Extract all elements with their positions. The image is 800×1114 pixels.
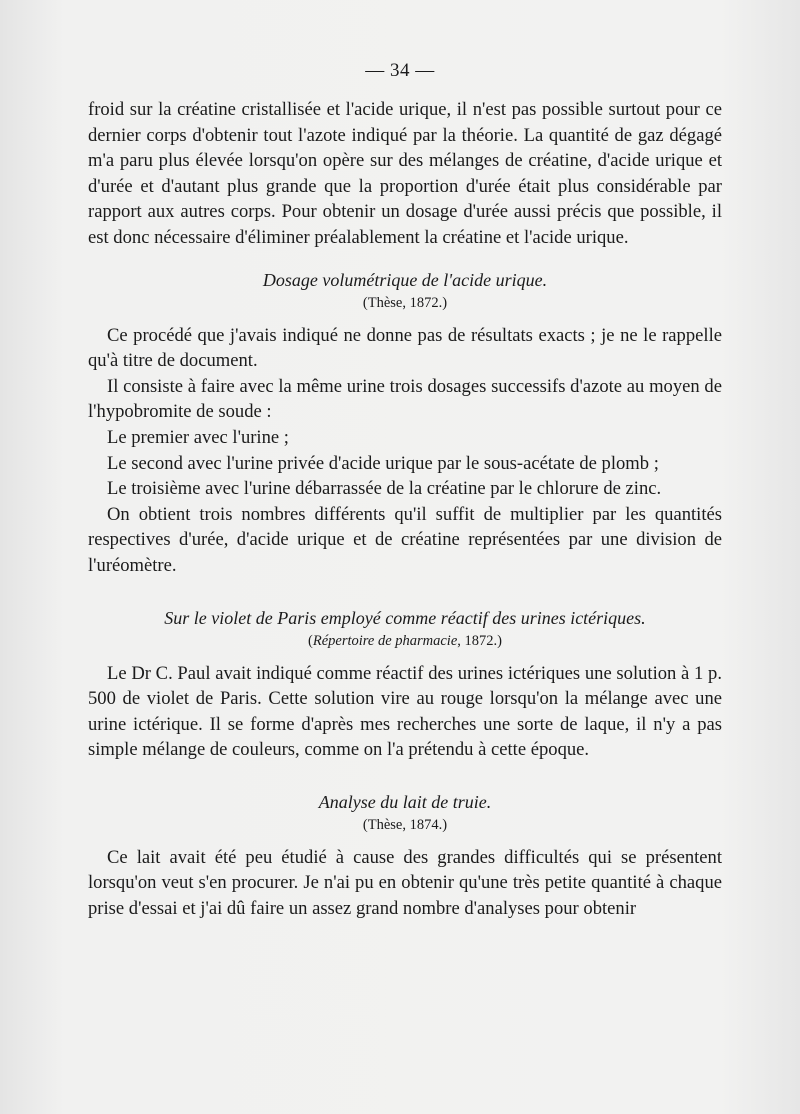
section-heading-paris-violet: Sur le violet de Paris employé comme réactif des urines ictériques. [164,607,646,628]
list-item: Le premier avec l'urine ; [107,426,289,448]
page-number: — 34 — [365,60,435,81]
section-source-1: (Thèse, 1872.) [362,294,448,311]
source-year: , 1872.) [457,632,502,649]
paragraph: Ce lait avait été peu étudié à cause des grandes difficultés qui se présentent lorsqu'on veut s'en procurer. Je n'ai pu en obtenir qu'une très petite quantité à chaque prise d'essai et j'ai dû faire un assez grand nombre d'analyses pour obtenir [88,846,722,920]
paragraph: Le Dr C. Paul avait indiqué comme réactif des urines ictériques une solution à 1 p. 500 de violet de Paris. Cette solution vire au rouge lorsqu'on la mélange avec une urine ictérique. Il se forme d'après mes recherches une sorte de laque, il n'y a pas simple mélange de couleurs, comme on l'a prétendu à cette époque. [88,662,722,761]
source-journal: Répertoire de pharmacie [312,632,458,649]
paragraph: Ce procédé que j'avais indiqué ne donne pas de résultats exacts ; je ne le rappelle qu'à titre de document. [88,324,722,372]
list-item: Le second avec l'urine privée d'acide urique par le sous-acétate de plomb ; [107,452,659,474]
paragraph: On obtient trois nombres différents qu'il suffit de multiplier par les quantités respectives d'urée, d'acide urique et de créatine représentées par une division de l'uréomètre. [88,503,722,576]
paragraph-continuation: froid sur la créatine cristallisée et l'acide urique, il n'est pas possible surtout pour ce dernier corps d'obtenir tout l'azote indiqué par la théorie. La quantité de gaz dégagé m'a paru plus élevée lorsqu'on opère sur des mélanges de créatine, d'acide urique et d'urée et d'autant plus grande que la proportion d'urée était plus considérable par rapport aux autres corps. Pour obtenir un dosage d'urée aussi précis que possible, il est donc nécessaire d'éliminer préalablement la créatine et l'acide urique. [88,99,722,248]
body-text [88,97,722,922]
list-item: Le troisième avec l'urine débarrassée de la créatine par le chlorure de zinc. [107,478,662,500]
paragraph: Il consiste à faire avec la même urine trois dosages successifs d'azote au moyen de l'hypobromite de soude : [88,375,722,423]
section-heading-sow-milk: Analyse du lait de truie. [318,791,492,812]
section-source-3: (Thèse, 1874.) [362,816,448,833]
section-source-2: (Répertoire de pharmacie, 1872.) [308,632,502,649]
section-heading-uric-acid: Dosage volumétrique de l'acide urique. [262,269,548,290]
